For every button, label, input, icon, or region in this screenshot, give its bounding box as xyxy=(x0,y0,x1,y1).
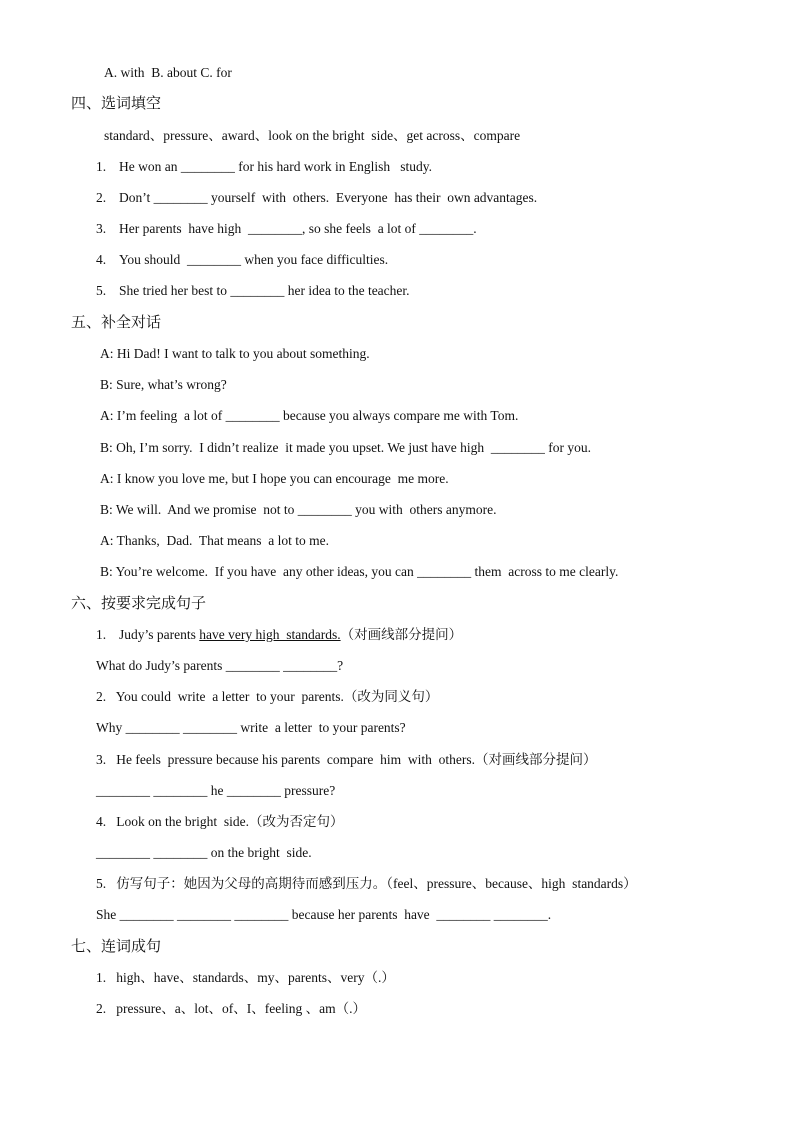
s6-question-2: 2. You could write a letter to your parents.（改为同义句） xyxy=(96,689,439,704)
dialogue-line-2: B: Sure, what’s wrong? xyxy=(100,377,227,392)
s6-answer-1: What do Judy’s parents ________ ________? xyxy=(96,658,344,673)
q1-underlined-part: have very high standards. xyxy=(199,627,341,642)
q1-text-before: Judy’s parents xyxy=(119,627,200,642)
item-number: 1. xyxy=(96,627,107,642)
prev-question-options: A. with B. about C. for xyxy=(104,65,232,80)
section-6-heading: 六、按要求完成句子 xyxy=(71,594,207,612)
q1-instruction: （对画线部分提问） xyxy=(340,627,463,642)
s6-answer-3: ________ ________ he ________ pressure? xyxy=(96,783,336,798)
s7-item-2: 2. pressure、a、lot、of、I、feeling 、am（.） xyxy=(96,1001,366,1016)
item-text: You should ________ when you face difficulties. xyxy=(119,252,389,267)
item-text: He won an ________ for his hard work in English study. xyxy=(119,159,432,174)
dialogue-line-6: B: We will. And we promise not to ________ you with others anymore. xyxy=(100,502,497,517)
s6-question-3: 3. He feels pressure because his parents compare him with others.（对画线部分提问） xyxy=(96,752,597,767)
item-number: 5. xyxy=(96,283,107,298)
section-7-heading: 七、连词成句 xyxy=(71,937,162,955)
s4-item-1 xyxy=(96,158,432,176)
item-text: She tried her best to ________ her idea to the teacher. xyxy=(119,283,410,298)
dialogue-line-7: A: Thanks, Dad. That means a lot to me. xyxy=(100,533,329,548)
s6-question-5: 5. 仿写句子：她因为父母的高期待而感到压力。（feel、pressure、because、high standards） xyxy=(96,876,637,891)
item-number: 3. xyxy=(96,221,107,236)
s6-question-1 xyxy=(96,626,462,644)
s4-item-5 xyxy=(96,282,410,300)
dialogue-line-1: A: Hi Dad! I want to talk to you about something. xyxy=(100,346,370,361)
dialogue-line-4: B: Oh, I’m sorry. I didn’t realize it made you upset. We just have high ________ for you. xyxy=(100,440,591,455)
s6-question-4: 4. Look on the bright side.（改为否定句） xyxy=(96,814,344,829)
s6-answer-5: She ________ ________ ________ because her parents have ________ ________. xyxy=(96,907,552,922)
section-5-heading: 五、补全对话 xyxy=(71,313,162,331)
s6-answer-2: Why ________ ________ write a letter to your parents? xyxy=(96,720,406,735)
section-4-heading: 四、选词填空 xyxy=(71,94,162,112)
s6-answer-4: ________ ________ on the bright side. xyxy=(96,845,312,860)
item-number: 4. xyxy=(96,252,107,267)
item-number: 1. xyxy=(96,159,107,174)
s4-item-2 xyxy=(96,189,537,207)
s4-item-4 xyxy=(96,251,388,269)
s4-item-3 xyxy=(96,220,477,238)
s7-item-1: 1. high、have、standards、my、parents、very（.） xyxy=(96,970,395,985)
dialogue-line-8: B: You’re welcome. If you have any other ideas, you can ________ them across to me clearly. xyxy=(100,564,619,579)
item-text: Her parents have high ________, so she feels a lot of ________. xyxy=(119,221,477,236)
dialogue-line-3: A: I’m feeling a lot of ________ because you always compare me with Tom. xyxy=(100,408,519,423)
dialogue-line-5: A: I know you love me, but I hope you can encourage me more. xyxy=(100,471,449,486)
word-bank: standard、pressure、award、look on the bright side、get across、compare xyxy=(104,128,521,143)
item-number: 2. xyxy=(96,190,107,205)
item-text: Don’t ________ yourself with others. Everyone has their own advantages. xyxy=(119,190,538,205)
